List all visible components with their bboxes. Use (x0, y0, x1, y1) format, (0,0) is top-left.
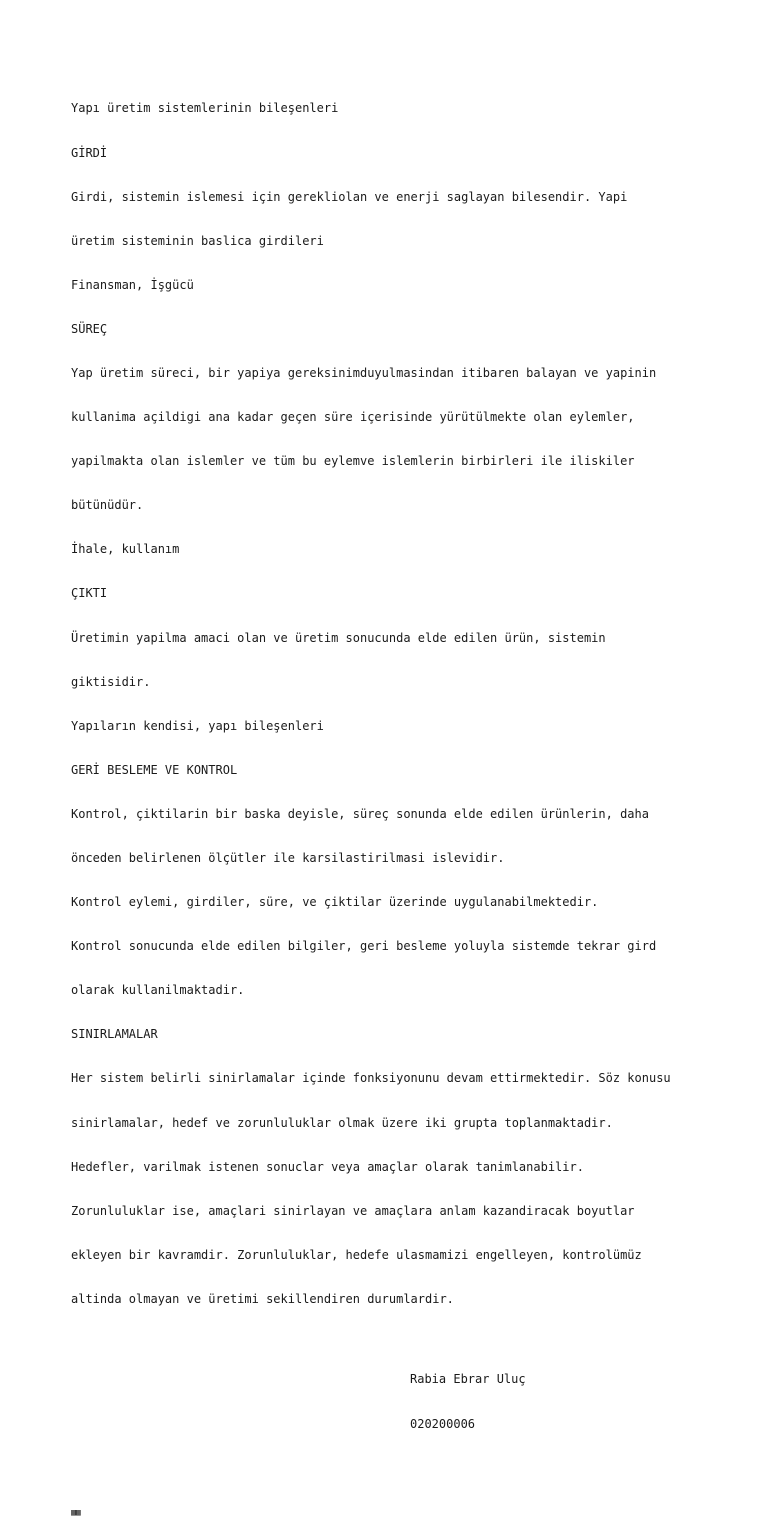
text-line: giktisidir. (71, 674, 151, 689)
text-line: Üretimin yapilma amaci olan ve üretim sonucunda elde edilen ürün, sistemin (71, 630, 606, 645)
text-line: sinirlamalar, hedef ve zorunluluklar olmak üzere iki grupta toplanmaktadir. (71, 1115, 613, 1130)
document-body (71, 72, 711, 1533)
text-line: Kontrol sonucunda elde edilen bilgiler, geri besleme yoluyla sistemde tekrar gird (71, 939, 657, 954)
section-heading-geri-besleme: GERİ BESLEME VE KONTROL (71, 762, 238, 777)
text-line: üretim sisteminin baslica girdileri (71, 233, 324, 248)
unknown-glyph-icon: ▦▦ (71, 1508, 80, 1519)
spacer (71, 1461, 711, 1475)
text-line: altinda olmayan ve üretimi sekillendiren durumlardir. (71, 1291, 454, 1306)
text-line: Yapıların kendisi, yapı bileşenleri (71, 718, 324, 733)
section-heading-surec: SÜREÇ (71, 321, 108, 336)
text-line: ekleyen bir kavramdir. Zorunluluklar, hedefe ulasmamizi engelleyen, kontrolümüz (71, 1247, 642, 1262)
text-line: önceden belirlenen ölçütler ile karsilastirilmasi islevidir. (71, 851, 505, 865)
text-line: Kontrol, çiktilarin bir baska deyisle, süreç sonunda elde edilen ürünlerin, daha (71, 806, 649, 821)
text-line: bütünüdür. (71, 498, 144, 513)
text-line: Zorunluluklar ise, amaçlari sinirlayan ve amaçlara anlam kazandiracak boyutlar (71, 1203, 635, 1218)
text-line: yapilmakta olan islemler ve tüm bu eylemve islemlerin birbirleri ile iliskiler (71, 454, 635, 469)
section-heading-cikti: ÇIKTI (71, 586, 108, 601)
text-line: Hedefler, varilmak istenen sonuclar veya amaçlar olarak tanimlanabilir. (71, 1159, 584, 1174)
section-heading-sinirlamalar: SINIRLAMALAR (71, 1027, 158, 1042)
text-line: Girdi, sistemin islemesi için gerekliolan ve enerji saglayan bilesendir. Yapi (71, 189, 628, 204)
text-line: Finansman, İşgücü (71, 277, 194, 292)
signature-name: Rabia Ebrar Uluç (410, 1372, 526, 1387)
text-line: Kontrol eylemi, girdiler, süre, ve çiktilar üzerinde uygulanabilmektedir. (71, 895, 599, 910)
spacer (71, 1336, 711, 1343)
text-line: İhale, kullanım (71, 542, 180, 557)
text-line: Yap üretim süreci, bir yapiya gereksinimduyulmasindan itibaren balayan ve yapinin (71, 365, 657, 380)
signature-id: 020200006 (410, 1416, 476, 1431)
text-line: Her sistem belirli sinirlamalar içinde fonksiyonunu devam ettirmektedir. Söz konusu (71, 1071, 671, 1086)
section-heading-girdi: GİRDİ (71, 145, 108, 160)
doc-title: Yapı üretim sistemlerinin bileşenleri (71, 101, 339, 116)
text-line: olarak kullanilmaktadir. (71, 983, 245, 998)
text-line: kullanima açildigi ana kadar geçen süre içerisinde yürütülmekte olan eylemler, (71, 410, 635, 425)
trailing-glyph-line (71, 1504, 711, 1519)
